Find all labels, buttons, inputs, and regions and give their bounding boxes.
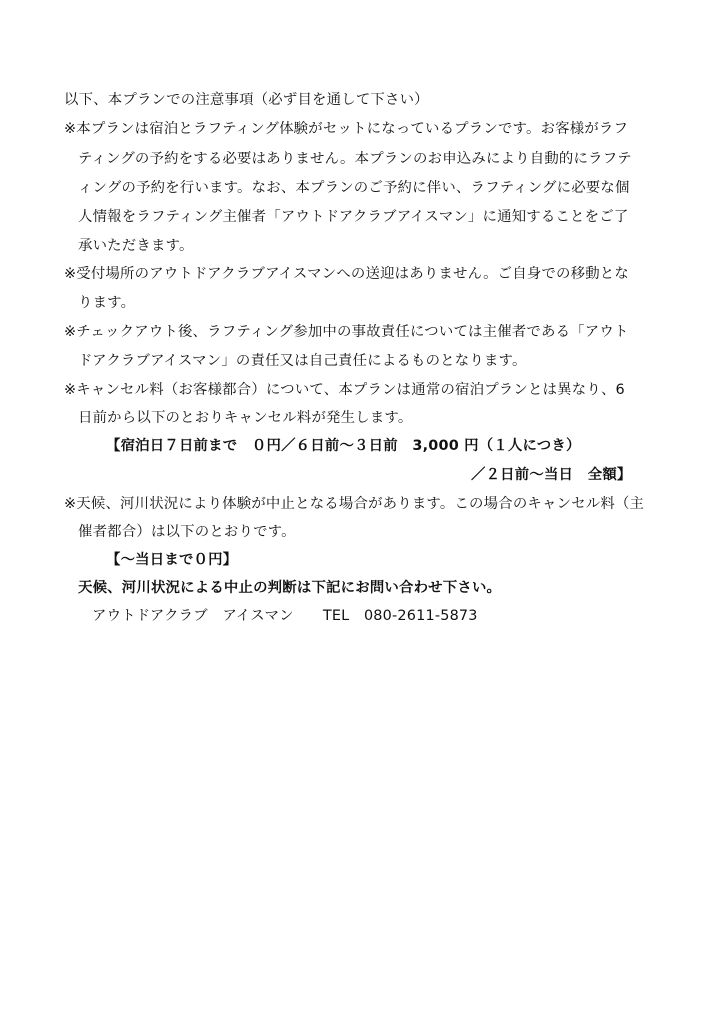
contact-info: アウトドアクラブ アイスマン TEL 080-2611-5873 [92,608,478,624]
weather-cancel-fee: 【～当日まで０円】 [106,552,238,568]
note-rafting-set-line-1: ※本プランは宿泊とラフティング体験がセットになっているプランです。お客様がラフ [64,121,629,137]
note-cancellation-line-2: 日前から以下のとおりキャンセル料が発生します。 [78,410,413,426]
cancel-fee-schedule-line-2: ／２日前～当日 全額】 [471,467,632,483]
note-rafting-set-line-4: 人情報をラフティング主催者「アウトドアクラブアイスマン」に通知することをご了 [78,209,629,225]
inquiry-notice: 天候、河川状況による中止の判断は下記にお問い合わせ下さい。 [78,580,502,596]
note-cancellation-line-1: ※キャンセル料（お客様都合）について、本プランは通常の宿泊プランとは異なり、6 [64,382,625,398]
note-weather-line-2: 催者都合）は以下のとおりです。 [78,524,296,540]
note-rafting-set-line-2: ティングの予約をする必要はありません。本プランのお申込みにより自動的にラフテ [78,151,632,167]
intro-heading: 以下、本プランでの注意事項（必ず目を通して下さい） [64,92,429,108]
cancel-fee-schedule-line-1: 【宿泊日７日前まで ０円／６日前～３日前 3,000 円（１人につき） [106,438,581,454]
note-transport-line-2: ります。 [78,295,136,311]
note-liability-line-1: ※チェックアウト後、ラフティング参加中の事故責任については主催者である「アウト [64,324,629,340]
note-rafting-set-line-5: 承いただきます。 [78,238,194,254]
note-weather-line-1: ※天候、河川状況により体験が中止となる場合があります。この場合のキャンセル料（主 [64,496,645,512]
note-rafting-set-line-3: ィングの予約を行います。なお、本プランのご予約に伴い、ラフティングに必要な個 [78,180,630,196]
note-liability-line-2: ドアクラブアイスマン」の責任又は自己責任によるものとなります。 [78,353,527,369]
note-transport-line-1: ※受付場所のアウトドアクラブアイスマンへの送迎はありません。ご自身での移動とな [64,266,629,282]
